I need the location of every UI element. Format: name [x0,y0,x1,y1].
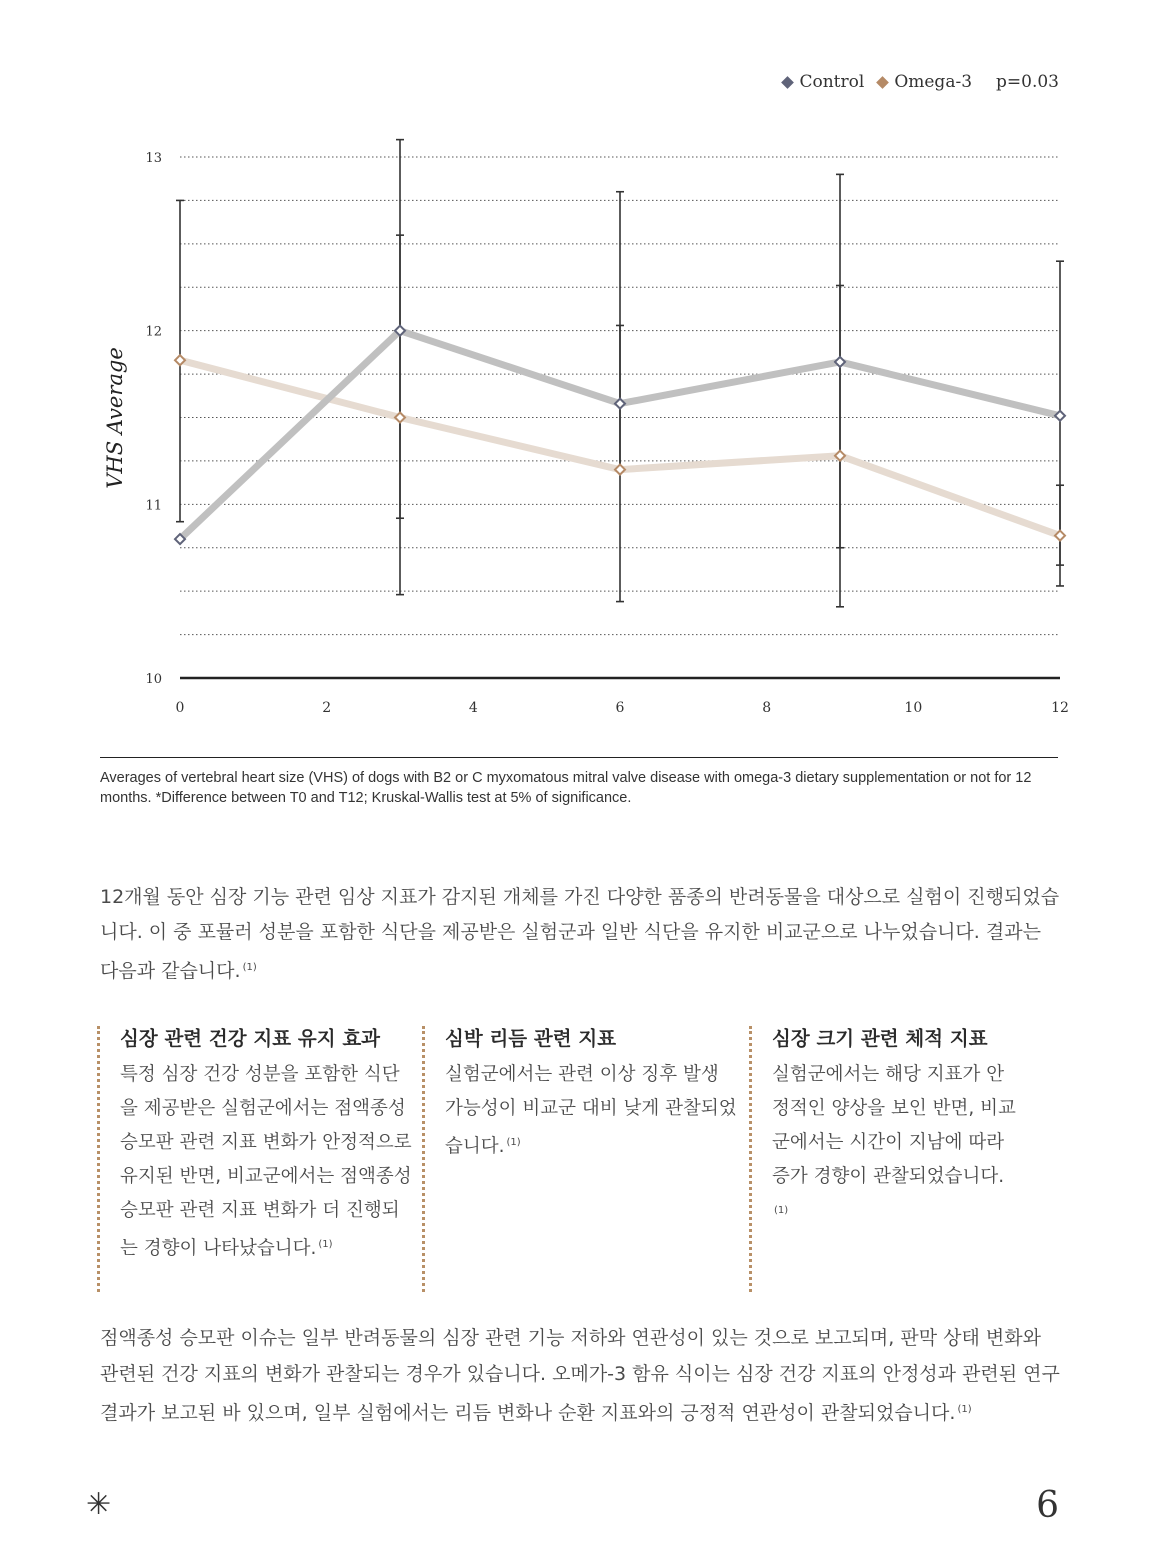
star-icon: ✳ [86,1487,112,1522]
chart-legend [783,72,1059,92]
intro-paragraph [100,880,1060,989]
y-tick-label: 10 [145,672,162,687]
y-tick-label: 11 [145,498,162,514]
finding-3-body [772,1058,1019,1232]
outro-paragraph [100,1320,1060,1431]
findings-columns [97,1026,1059,1292]
finding-column-3 [749,1026,1019,1292]
omega-diamond-icon [876,76,889,89]
finding-column-2 [422,1026,737,1292]
x-tick-label: 4 [468,700,478,716]
page-number: 6 [1036,1485,1059,1526]
finding-1-title: 심장 관련 건강 지표 유지 효과 [120,1027,380,1050]
x-tick-label: 0 [175,700,185,716]
legend-control [783,72,864,92]
intro-ref: (1) [242,962,257,973]
legend-control-label: Control [799,72,865,92]
outro-text: 점액종성 승모판 이슈는 일부 반려동물의 심장 관련 기능 저하와 연관성이 있는 것으로 보고되며, 판막 상태 변화와 관련된 건강 지표의 변화가 관찰되는 경우가 있습니다. 오메가-3 함유 식이는 심장 건강 지표의 안정성과 관련된 연구 결과가 보고된 바 있으며, 일부 실험에서는 리듬 변화나 순환 지표와의 긍정적 연관성이 관찰되었습니다. [100,1327,1060,1424]
y-tick-label: 12 [145,324,162,340]
x-tick-label: 6 [615,700,625,716]
x-tick-label: 12 [1051,700,1069,716]
legend-pvalue: p=0.03 [996,72,1059,92]
caption-divider [100,757,1058,758]
x-tick-label: 2 [322,700,332,716]
control-diamond-icon [782,76,795,89]
finding-2-title: 심박 리듬 관련 지표 [445,1027,617,1050]
legend-omega-label: Omega-3 [894,72,973,92]
outro-ref: (1) [957,1404,972,1415]
legend-omega [878,72,972,92]
figure-caption: Averages of vertebral heart size (VHS) of dogs with B2 or C myxomatous mitral valve disease with omega-3 dietary supplementation or not for 12 months. *Difference between T0 and T12; Kruskal-Wallis test at 5% of significance. [100,770,1032,806]
finding-2-text: 실험군에서는 관련 이상 징후 발생 가능성이 비교군 대비 낮게 관찰되었습니다. [445,1064,737,1157]
finding-3-text: 실험군에서는 해당 지표가 안정적인 양상을 보인 반면, 비교군에서는 시간이 지남에 따라 증가 경향이 관찰되었습니다. [772,1064,1016,1187]
finding-3-title: 심장 크기 관련 체적 지표 [772,1027,988,1050]
x-tick-label: 8 [762,700,772,716]
finding-2-ref: (1) [506,1137,521,1148]
finding-column-1 [97,1026,417,1292]
finding-1-body [120,1058,417,1266]
finding-1-ref: (1) [318,1239,333,1250]
y-axis-label: VHS Average [103,347,127,489]
vhs-line-chart [0,0,1157,740]
x-tick-label: 10 [904,700,923,716]
finding-3-ref: (1) [774,1205,789,1216]
intro-text: 12개월 동안 심장 기능 관련 임상 지표가 감지된 개체를 가진 다양한 품종의 반려동물을 대상으로 실험이 진행되었습니다. 이 중 포뮬러 성분을 포함한 식단을 제공받은 실험군과 일반 식단을 유지한 비교군으로 나누었습니다. 결과는 다음과 같습니다. [100,886,1060,982]
y-tick-label: 13 [145,151,162,166]
finding-1-text: 특정 심장 건강 성분을 포함한 식단을 제공받은 실험군에서는 점액종성 승모판 관련 지표 변화가 안정적으로 유지된 반면, 비교군에서는 점액종성 승모판 관련 지표 변화가 더 진행되는 경향이 나타났습니다. [120,1064,412,1259]
finding-2-body [445,1058,737,1164]
